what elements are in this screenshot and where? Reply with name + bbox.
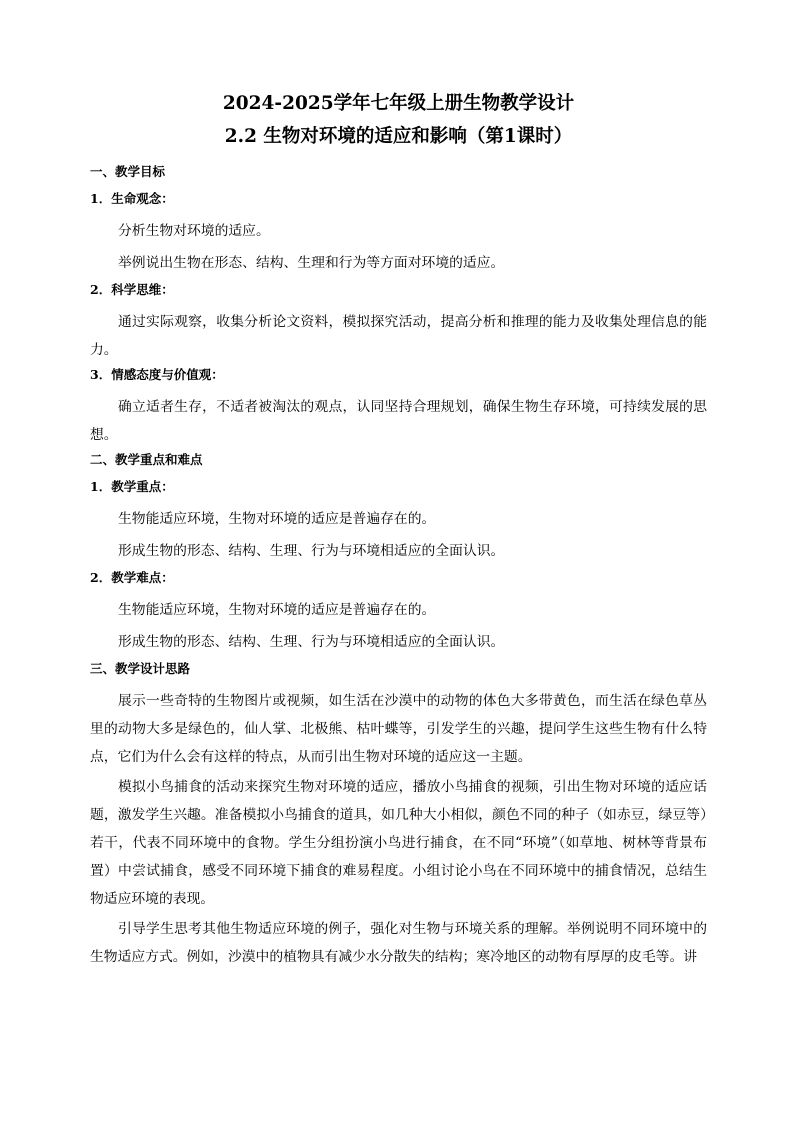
- section-heading-objectives: 一、教学目标: [90, 164, 166, 179]
- paragraph: 形成生物的形态、结构、生理、行为与环境相适应的全面认识。: [118, 634, 505, 650]
- subheading-difficulties: 2．教学难点：: [90, 570, 174, 585]
- subheading-attitude-values: 3．情感态度与价值观：: [90, 367, 224, 382]
- document-body: [90, 92, 707, 973]
- paragraph: 展示一些奇特的生物图片或视频，如生活在沙漠中的动物的体色大多带黄色，而生活在绿色草丛里的动物大多是绿色的，仙人掌、北极熊、枯叶蝶等，引发学生的兴趣，提问学生这些生物有什么特点，它们为什么会有这样的特点，从而引出生物对环境的适应这一主题。: [90, 693, 707, 765]
- subheading-scientific-thinking: 2．科学思维：: [90, 282, 174, 297]
- paragraph: 模拟小鸟捕食的活动来探究生物对环境的适应，播放小鸟捕食的视频，引出生物对环境的适应话题，激发学生兴趣。准备模拟小鸟捕食的道具，如几种大小相似，颜色不同的种子（如赤豆，绿豆等）若干，代表不同环境中的食物。学生分组扮演小鸟进行捕食，在不同“环境”（如草地、树林等背景布置）中尝试捕食，感受不同环境下捕食的难易程度。小组讨论小鸟在不同环境中的捕食情况，总结生物适应环境的表现。: [90, 779, 707, 907]
- subheading-life-concept: 1．生命观念：: [90, 191, 174, 206]
- paragraph: 生物能适应环境，生物对环境的适应是普遍存在的。: [118, 511, 436, 527]
- paragraph: 引导学生思考其他生物适应环境的例子，强化对生物与环境关系的理解。举例说明不同环境中的生物适应方式。例如，沙漠中的植物具有减少水分散失的结构；寒冷地区的动物有厚厚的皮毛等。讲: [90, 921, 707, 965]
- section-heading-design-ideas: 三、教学设计思路: [90, 661, 191, 676]
- paragraph: 生物能适应环境，生物对环境的适应是普遍存在的。: [118, 602, 436, 618]
- paragraph: 分析生物对环境的适应。: [118, 223, 270, 239]
- lesson-title: 2.2 生物对环境的适应和影响（第1课时）: [224, 126, 573, 147]
- paragraph: 通过实际观察，收集分析论文资料，模拟探究活动，提高分析和推理的能力及收集处理信息的能力。: [90, 314, 707, 358]
- subheading-key-points: 1．教学重点：: [90, 479, 174, 494]
- document-title: 2024-2025学年七年级上册生物教学设计: [222, 93, 575, 114]
- paragraph: 确立适者生存，不适者被淘汰的观点，认同坚持合理规划，确保生物生存环境，可持续发展的思想。: [90, 399, 707, 443]
- paragraph: 形成生物的形态、结构、生理、行为与环境相适应的全面认识。: [118, 543, 505, 559]
- paragraph: 举例说出生物在形态、结构、生理和行为等方面对环境的适应。: [118, 255, 505, 271]
- section-heading-key-points: 二、教学重点和难点: [90, 452, 203, 467]
